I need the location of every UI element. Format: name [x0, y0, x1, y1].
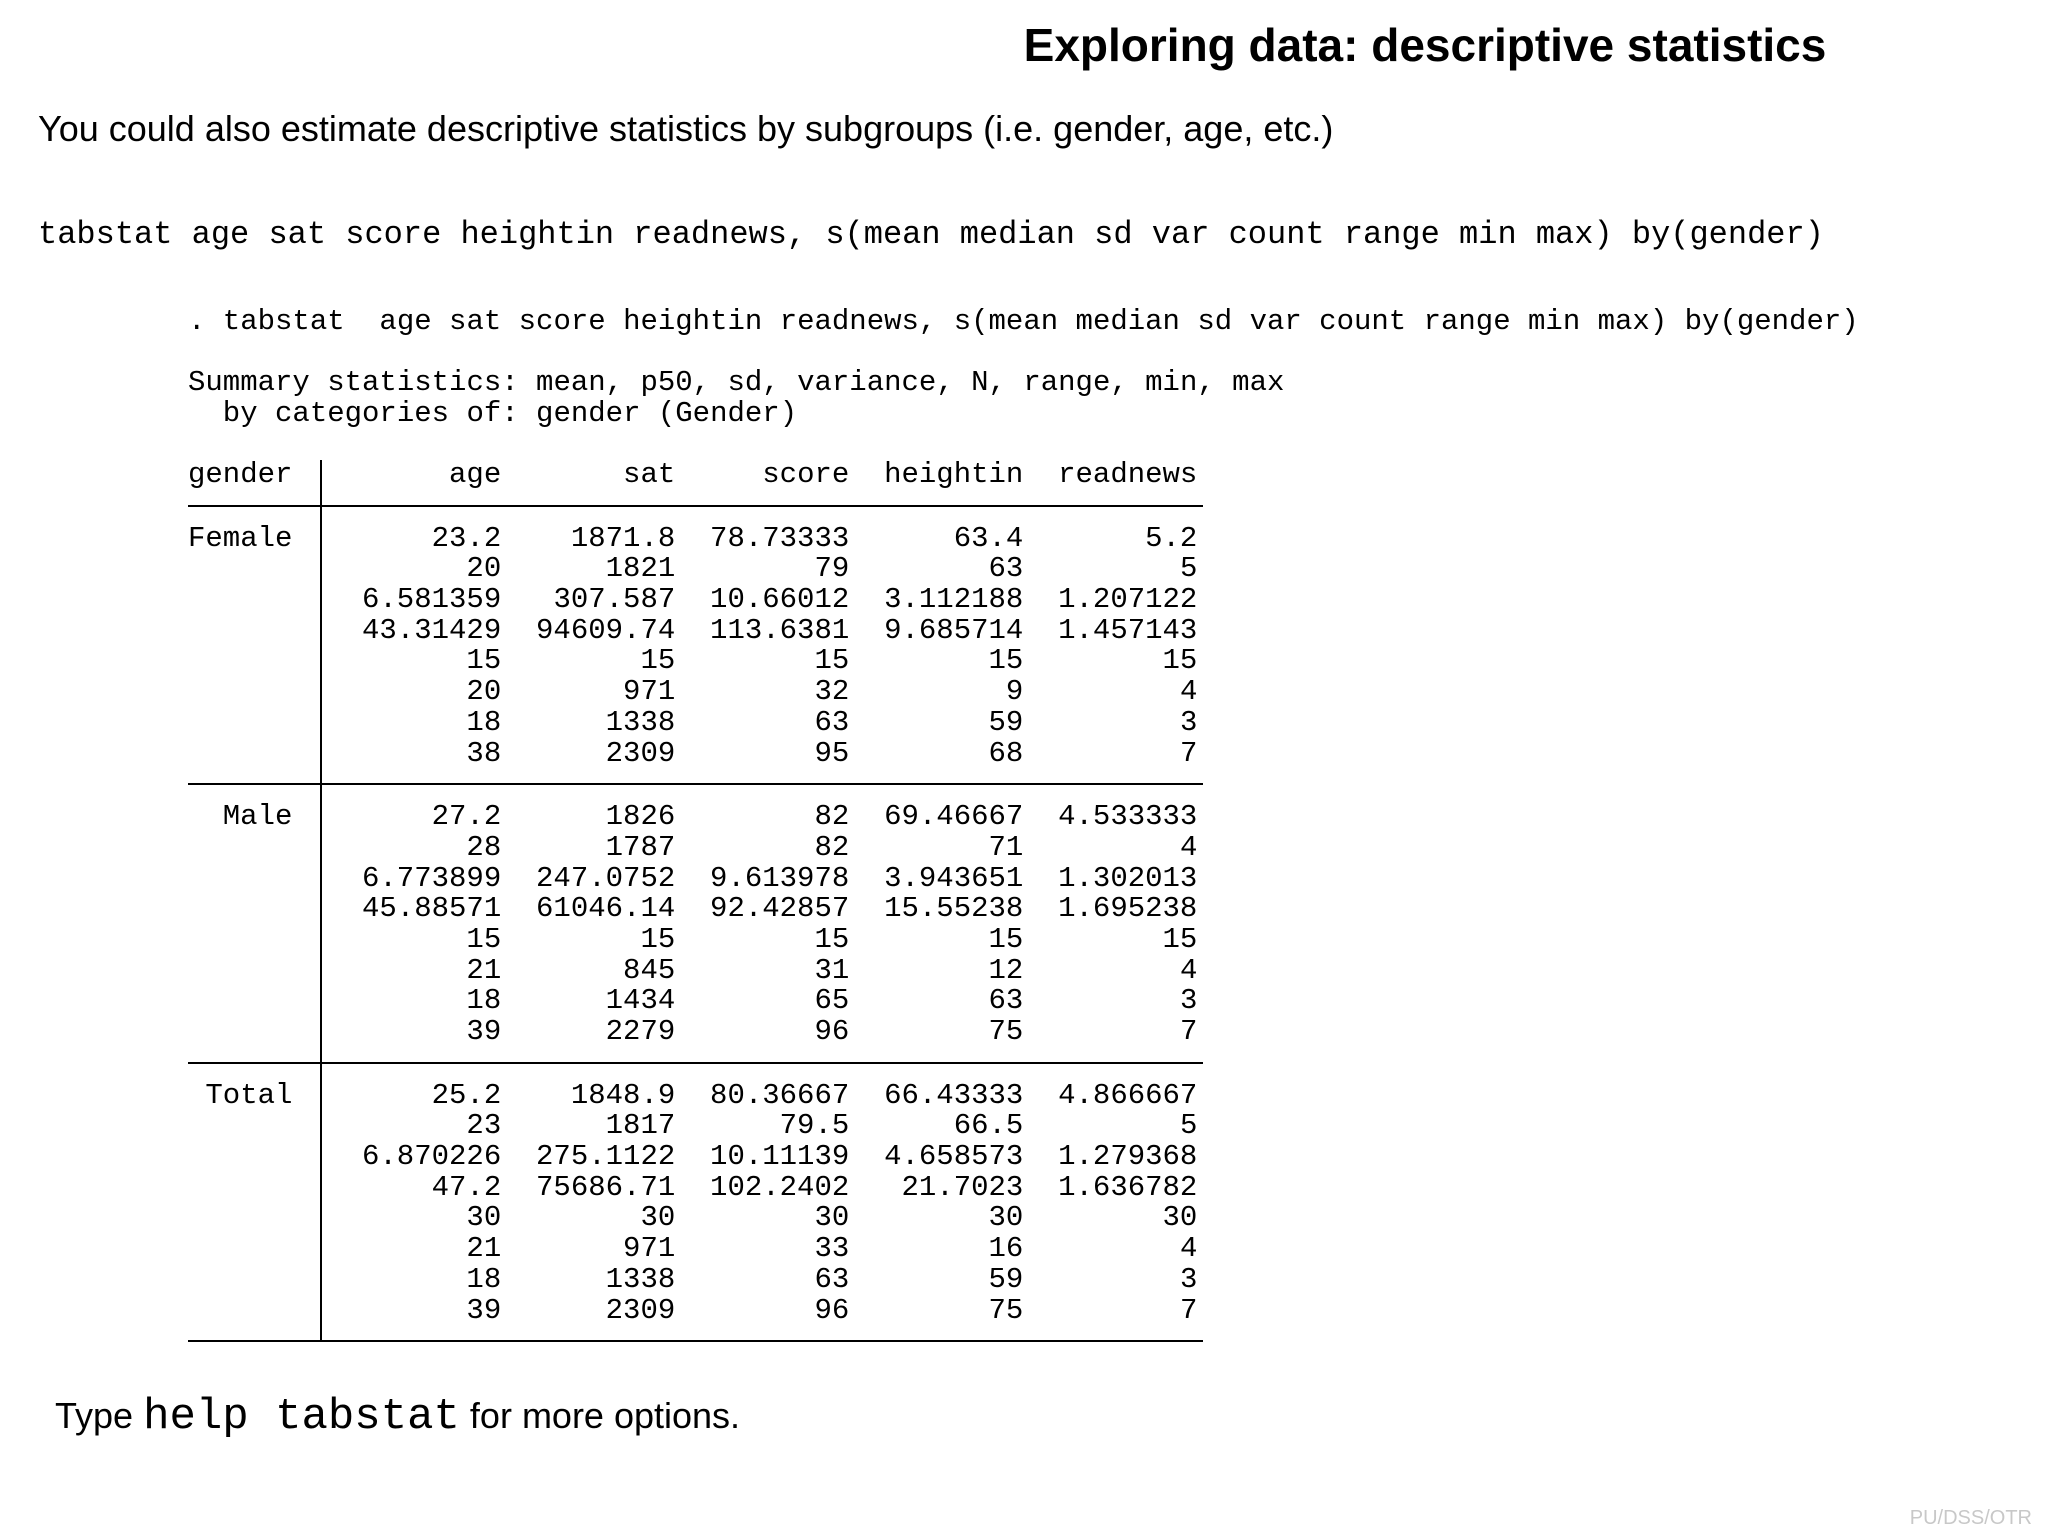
- table-row: [188, 1293, 1203, 1327]
- table-cell: 30: [814, 1201, 850, 1235]
- slide-title: Exploring data: descriptive statistics: [1023, 19, 1827, 71]
- table-cell: 5: [1179, 552, 1198, 586]
- table-cell: 845: [623, 953, 676, 987]
- footer-code: help tabstat: [143, 1392, 460, 1442]
- table-cell: 4.658573: [884, 1140, 1024, 1174]
- table-cell: 15: [466, 922, 502, 956]
- table-cell: 21: [466, 1232, 502, 1266]
- table-cell: 82: [814, 830, 850, 864]
- table-cell: 3.112188: [884, 583, 1024, 617]
- table-row: [188, 613, 1203, 647]
- table-cell: 45.88571: [362, 892, 502, 926]
- table-cell: 1821: [605, 552, 676, 586]
- table-cell: 15: [1162, 644, 1198, 678]
- table-cell: 307.587: [553, 583, 676, 617]
- table-cell: 39: [466, 1015, 502, 1048]
- table-cell: 15: [466, 644, 502, 678]
- table-cell: 79: [814, 552, 850, 586]
- group-header: gender: [188, 458, 293, 491]
- table-cell: 15: [640, 644, 676, 678]
- table-cell: 21: [466, 953, 502, 987]
- column-header: sat: [623, 458, 676, 491]
- group-label: Male: [222, 800, 293, 834]
- command-text: tabstat age sat score heightin readnews, s(mean median sd var count range min max) by(gender): [38, 216, 1824, 253]
- table-cell: 47.2: [431, 1170, 502, 1204]
- footer-note: [55, 1392, 740, 1442]
- table-cell: 1.279368: [1058, 1140, 1198, 1174]
- table-cell: 12: [988, 953, 1024, 987]
- table-row: [188, 830, 1203, 864]
- table-cell: 31: [814, 953, 850, 987]
- table-cell: 75: [988, 1293, 1024, 1327]
- table-cell: 3: [1179, 705, 1198, 739]
- table-cell: 1787: [605, 830, 676, 864]
- table-cell: 59: [988, 1262, 1024, 1296]
- table-cell: 7: [1179, 736, 1198, 770]
- table-cell: 6.773899: [362, 861, 502, 895]
- table-cell: 27.2: [431, 800, 502, 834]
- output-echo: . tabstat age sat score heightin readnews, s(mean median sd var count range min max) by(gender): [188, 305, 1859, 338]
- table-cell: 94609.74: [536, 613, 676, 647]
- table-cell: 113.6381: [710, 613, 850, 647]
- table-cell: 971: [623, 675, 676, 709]
- table-cell: 63: [814, 705, 850, 739]
- table-cell: 96: [814, 1015, 850, 1048]
- table-cell: 15: [988, 644, 1024, 678]
- table-cell: 1848.9: [570, 1078, 676, 1112]
- table-row: [188, 1262, 1203, 1296]
- table-cell: 1434: [605, 984, 676, 1018]
- table-cell: 4.866667: [1058, 1078, 1198, 1112]
- table-cell: 39: [466, 1293, 502, 1327]
- table-cell: 18: [466, 984, 502, 1018]
- group-label: Female: [188, 521, 293, 555]
- table-cell: 1.695238: [1058, 892, 1198, 926]
- table-cell: 15: [814, 644, 850, 678]
- slide-subtitle: You could also estimate descriptive statistics by subgroups (i.e. gender, age, etc.): [38, 108, 1334, 149]
- table-cell: 78.73333: [710, 521, 850, 555]
- table-cell: 96: [814, 1293, 850, 1327]
- group-block: [188, 507, 1203, 786]
- table-cell: 28: [466, 830, 502, 864]
- table-cell: 33: [814, 1232, 850, 1266]
- table-cell: 61046.14: [536, 892, 676, 926]
- table-row: [188, 1170, 1203, 1204]
- table-row: [188, 677, 1203, 708]
- table-row: [188, 1203, 1203, 1234]
- table-cell: 63.4: [953, 521, 1024, 555]
- table-row: [188, 1078, 1203, 1112]
- table-cell: 7: [1179, 1293, 1198, 1327]
- table-cell: 65: [814, 984, 850, 1018]
- table-cell: 23: [466, 1109, 502, 1143]
- stats-table: [188, 460, 1203, 1342]
- table-cell: 1.457143: [1058, 613, 1198, 647]
- table-cell: 1.636782: [1058, 1170, 1198, 1204]
- table-row: [188, 986, 1203, 1017]
- table-cell: 1871.8: [570, 521, 676, 555]
- table-row: [188, 585, 1203, 616]
- table-cell: 102.2402: [710, 1170, 850, 1204]
- table-cell: 63: [814, 1262, 850, 1296]
- table-cell: 5.2: [1145, 521, 1198, 555]
- table-cell: 1.302013: [1058, 861, 1198, 895]
- table-cell: 3.943651: [884, 861, 1024, 895]
- table-row: [188, 894, 1203, 925]
- table-cell: 15: [640, 922, 676, 956]
- table-cell: 1817: [605, 1109, 676, 1143]
- table-cell: 1826: [605, 800, 676, 834]
- table-cell: 16: [988, 1232, 1024, 1266]
- watermark: PU/DSS/OTR: [1909, 1507, 2032, 1529]
- table-row: [188, 554, 1203, 585]
- group-block: [188, 785, 1203, 1064]
- footer-pre: Type: [55, 1395, 144, 1436]
- footer-post: for more options.: [459, 1395, 741, 1436]
- table-cell: 30: [640, 1201, 676, 1235]
- table-cell: 15.55238: [884, 892, 1024, 926]
- table-cell: 25.2: [431, 1078, 502, 1112]
- table-cell: 275.1122: [536, 1140, 676, 1174]
- column-header: score: [762, 458, 850, 491]
- table-cell: 7: [1179, 1015, 1198, 1048]
- table-cell: 63: [988, 552, 1024, 586]
- output-summary-line1: Summary statistics: mean, p50, sd, variance, N, range, min, max: [188, 366, 1285, 399]
- table-cell: 2279: [605, 1015, 676, 1048]
- table-cell: 75686.71: [536, 1170, 676, 1204]
- table-row: [188, 953, 1203, 987]
- table-cell: 75: [988, 1015, 1024, 1048]
- table-cell: 82: [814, 800, 850, 834]
- column-header: heightin: [884, 458, 1024, 491]
- table-row: [188, 705, 1203, 739]
- table-row: [188, 1017, 1203, 1048]
- table-cell: 2309: [605, 1293, 676, 1327]
- table-cell: 95: [814, 736, 850, 770]
- table-row: [188, 922, 1203, 956]
- table-cell: 1338: [605, 1262, 676, 1296]
- table-row: [188, 1111, 1203, 1142]
- table-row: [188, 646, 1203, 677]
- table-cell: 6.581359: [362, 583, 502, 617]
- table-cell: 15: [1162, 922, 1198, 956]
- table-cell: 23.2: [431, 521, 502, 555]
- output-summary-line2: by categories of: gender (Gender): [188, 397, 798, 430]
- table-cell: 66.5: [953, 1109, 1024, 1143]
- table-cell: 66.43333: [884, 1078, 1024, 1112]
- table-cell: 92.42857: [710, 892, 850, 926]
- table-cell: 15: [814, 922, 850, 956]
- table-cell: 30: [1162, 1201, 1198, 1235]
- table-cell: 18: [466, 705, 502, 739]
- table-cell: 63: [988, 984, 1024, 1018]
- table-cell: 21.7023: [901, 1170, 1024, 1204]
- table-cell: 43.31429: [362, 613, 502, 647]
- table-cell: 30: [466, 1201, 502, 1235]
- table-cell: 15: [988, 922, 1024, 956]
- table-row: [188, 861, 1203, 895]
- table-cell: 9: [1005, 675, 1024, 709]
- table-cell: 71: [988, 830, 1024, 864]
- table-cell: 4.533333: [1058, 800, 1198, 834]
- table-cell: 4: [1179, 953, 1198, 987]
- table-cell: 69.46667: [884, 800, 1024, 834]
- table-cell: 10.11139: [710, 1140, 850, 1174]
- table-cell: 3: [1179, 1262, 1198, 1296]
- table-cell: 1338: [605, 705, 676, 739]
- table-cell: 2309: [605, 736, 676, 770]
- table-row: [188, 1234, 1203, 1265]
- table-header-row: [188, 460, 1203, 507]
- table-cell: 9.613978: [710, 861, 850, 895]
- table-cell: 4: [1179, 830, 1198, 864]
- table-row: [188, 1142, 1203, 1173]
- table-cell: 9.685714: [884, 613, 1024, 647]
- column-header: age: [449, 458, 502, 491]
- table-cell: 79.5: [779, 1109, 850, 1143]
- table-cell: 5: [1179, 1109, 1198, 1143]
- group-label: Total: [205, 1078, 293, 1112]
- table-cell: 10.66012: [710, 583, 850, 617]
- table-cell: 32: [814, 675, 850, 709]
- table-cell: 3: [1179, 984, 1198, 1018]
- group-block: [188, 1064, 1203, 1343]
- column-header: readnews: [1058, 458, 1198, 491]
- table-cell: 20: [466, 552, 502, 586]
- table-cell: 4: [1179, 675, 1198, 709]
- table-row: [188, 736, 1203, 770]
- table-row: [188, 521, 1203, 555]
- table-cell: 1.207122: [1058, 583, 1198, 617]
- table-cell: 30: [988, 1201, 1024, 1235]
- table-cell: 4: [1179, 1232, 1198, 1266]
- table-cell: 6.870226: [362, 1140, 502, 1174]
- table-cell: 18: [466, 1262, 502, 1296]
- table-cell: 59: [988, 705, 1024, 739]
- table-row: [188, 802, 1203, 833]
- table-cell: 247.0752: [536, 861, 676, 895]
- table-cell: 68: [988, 736, 1024, 770]
- table-cell: 20: [466, 675, 502, 709]
- table-cell: 971: [623, 1232, 676, 1266]
- table-cell: 38: [466, 736, 502, 770]
- table-cell: 80.36667: [710, 1078, 850, 1112]
